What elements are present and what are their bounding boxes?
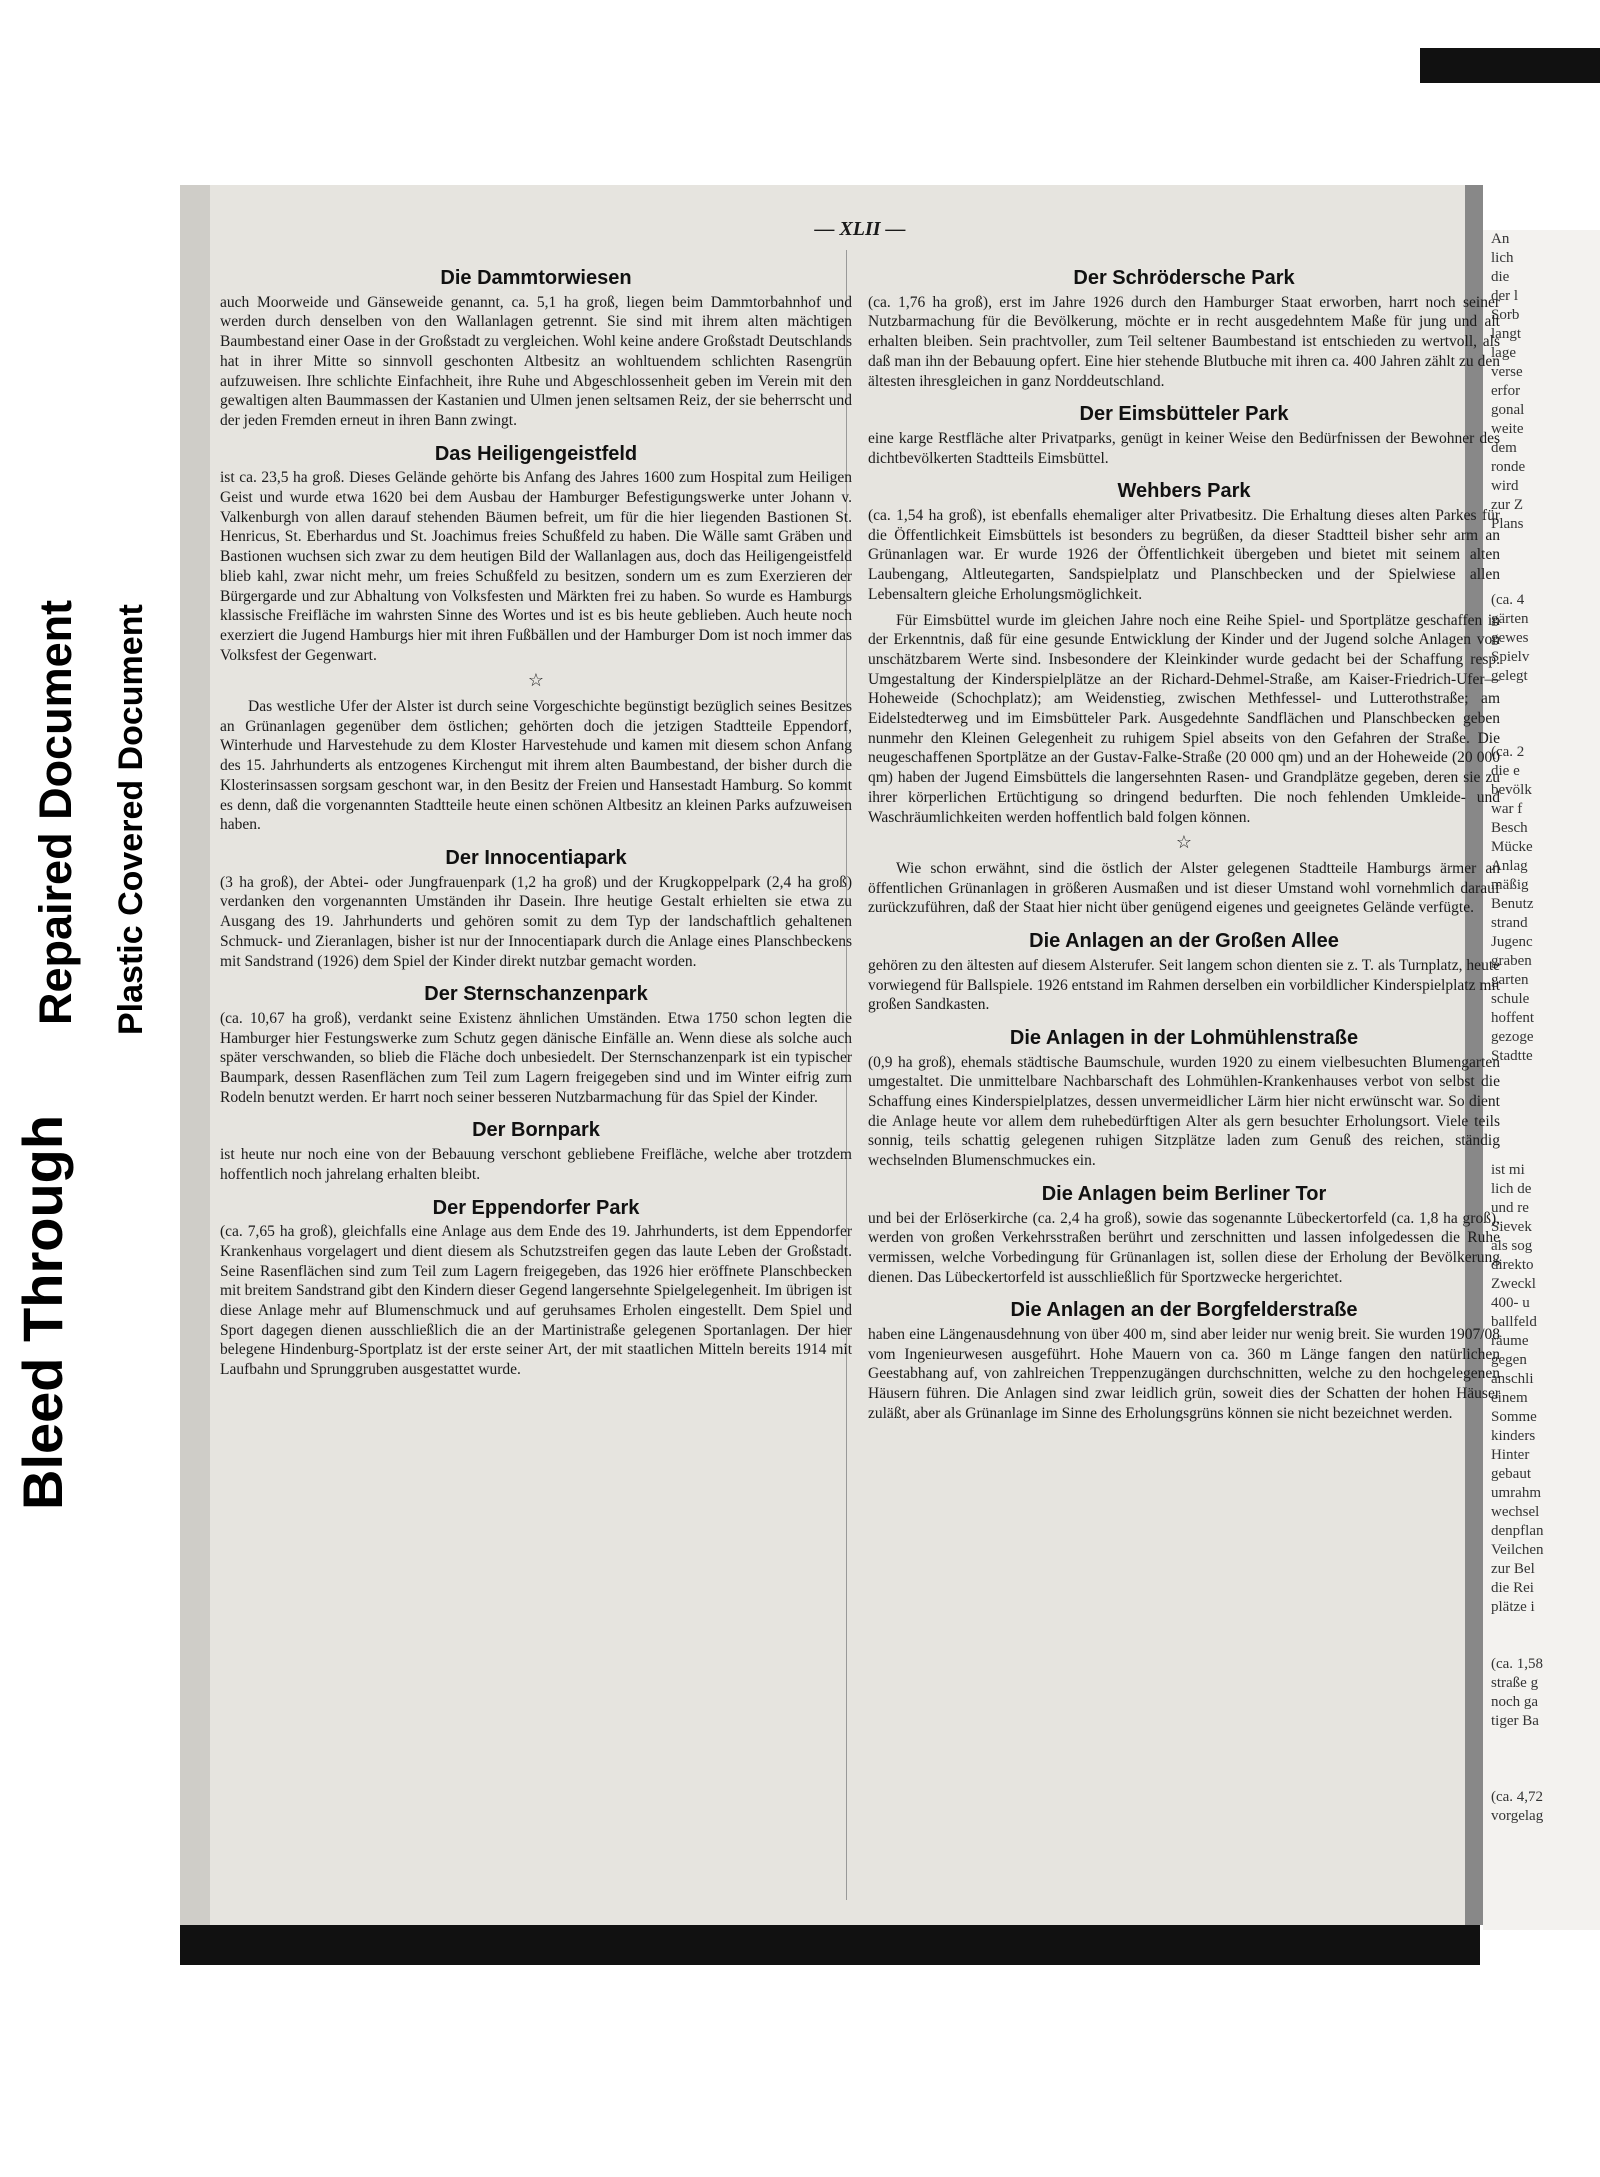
section-paragraph: (ca. 7,65 ha groß), gleichfalls eine Anlage aus dem Ende des 19. Jahrhunderts, ist dem Eppendorfer Krankenhaus vorgelagert und dient diesem als Schutzstreifen gegen das laute Leben der Großstadt. Seine Rasenflächen sind zum Teil zum Lagern freigegeben, das 1926 hier eröffnete Planschbecken mit breitem Sandstrand gibt den Kindern dieser Gegend langersehnte Spielgelegenheit. Im übrigen ist diese Anlage mehr auf Blumenschmuck und auf geruhsames Erholen eingestellt. Dem Spiel und Sport dagegen dienen ausschließlich die an der Martinistraße gelegenen Sportanlagen. Der hier belegene Hindenburg-Sportplatz ist der erste seiner Art, der mit staatlichen Mitteln bereits 1914 mit Laufbahn und Sprunggruben ausgestattet wurde. [220,1223,852,1379]
left-column [220,255,852,1386]
sidebar-labels [0,0,180,2177]
page-edge [180,185,210,1925]
section-title: Der Eppendorfer Park [432,1196,640,1219]
section-paragraph: Für Eimsbüttel wurde im gleichen Jahre noch eine Reihe Spiel- und Sportplätze geschaffen in der Erkenntnis, daß für eine gesunde Entwicklung der Kinder und der Jugend solche Anlagen von unschätzbarem Werte sind. Insbesondere der Kleinkinder wurde gedacht bei der Schaffung resp. Umgestaltung der Kinderspielplätze an der Richard-Dehmel-Straße, am Kaiser-Friedrich-Ufer—Hoheweide (Schochplatz); am Weidenstieg, zwischen Methfessel- und Lutterothstraße; am Eidelstedterweg und im Eimsbütteler Park. Ausgedehnte Sandflächen und Planschbecken geben nunmehr den Kleinen Gelegenheit zu ruhigem Spiel abseits von den Gefahren der Straße. Die neugeschaffenen Sportplätze an der Gustav-Falke-Straße (20 000 qm) und an der Hoheweide (20 000 qm) haben der Jugend Eimsbüttels die langersehnten Rasen- und Grandplätze gegeben, deren sie zu ihrer körperlichen Ertüchtigung so dringend bedurften. Die noch fehlenden Umkleide- und Waschräumlichkeiten werden hoffentlich bald folgen können. [868,611,1500,826]
section-paragraph: haben eine Längenausdehnung von über 400 m, sind aber leider nur wenig breit. Sie wurden 1907/08 vom Ingenieurwesen ausgeführt. Hohe Mauern von ca. 360 m Länge fangen den natürlichen Geestabhang auf, von zahlreichen Treppenzugängen durchschnitten, welche zu den hochgelegenen Häusern führen. Die Anlagen sind zwar leidlich grün, soweit dies der Schatten der hohen Häuser zuläßt, aber als Grünanlage im Sinne des Erholungsgrüns können sie nicht bezeichnet werden. [868,1326,1500,1422]
section-title: Der Schrödersche Park [1073,267,1295,289]
right-column [868,255,1500,1430]
section-title: Die Anlagen in der Lohmühlenstraße [1009,1026,1359,1049]
section-paragraph: auch Moorweide und Gänseweide genannt, ca. 5,1 ha groß, liegen beim Dammtorbahnhof und werden durch denselben von den Wallanlagen getrennt. Sie sind mit ihrem alten mächtigen Baumbestand einer Oase in der Großstadt zu vergleichen. Wohl keine andere Großstadt Deutschlands hat in ihrer Mitte so sinnvoll geschonten Altbesitz an wohltuendem schlichten Rasengrün aufzuweisen. Ihre schlichte Einfachheit, ihre Ruhe und Abgeschlossenheit geben im Verein mit den gewaltigen alten Baummassen der Kastanien und Ulmen jenen seltsamen Reiz, der sie beherrscht und der jeden Fremden erneut in ihren Bann zwingt. [220,293,852,429]
section-paragraph: (ca. 1,54 ha groß), ist ebenfalls ehemaliger alter Privatbesitz. Die Erhaltung dieses alten Parkes für die Öffentlichkeit Eimsbüttels ist besonders zu begrüßen, da dieser Stadtteil bisher sehr arm an Grünanlagen war. Er wurde 1926 der Öffentlichkeit übergeben und bietet mit seinem alten Laubengang, Altleutegarten, Sandspielplatz und Planschbecken und der Spielwiese allen Lebensaltern gleiche Erholungsmöglichkeit. [868,507,1500,603]
section-title: Wehbers Park [1117,480,1251,503]
section-title: Der Sternschanzenpark [424,983,648,1006]
section-title: Die Dammtorwiesen [440,267,632,289]
star-separator-icon: ☆ [1175,832,1193,853]
section-title: Die Anlagen beim Berliner Tor [1041,1182,1327,1205]
section-title: Der Innocentiapark [445,846,627,869]
section-paragraph: Das westliche Ufer der Alster ist durch seine Vorgeschichte begünstigt bezüglich seines Besitzes an Grünanlagen gegenüber dem östlichen; gehörten doch die jetzigen Stadtteile Eppendorf, Winterhude und Harvestehude zu dem Kloster Harvestehude und kamen mit diesem schon Anfang des 15. Jahrhunderts als entzogenes Kirchengut mit ihrem alten Baumbestand, der bisher durch die Klosterinsassen sorgsam geschont war, in den Besitz der Freien und Hansestadt Hamburg. So kommt es denn, daß die vorgenannten Stadtteile heute einen schönen Altbesitz an kleinen Parks aufzuweisen haben. [220,698,852,834]
section-paragraph: (ca. 10,67 ha groß), verdankt seine Existenz ähnlichen Umständen. Etwa 1750 schon legten die Hamburger hier Festungswerke zum Schutz gegen dänische Einfälle an. Wenn diese als solche auch später verschwanden, so blieb die Fläche doch unbesiedelt. Der Sternschanzenpark ist ein typischer Baumpark, dessen Rasenflächen zum Teil zum Lagern freigegeben sind und im Winter eifrig zum Rodeln benutzt werden. Er harrt noch seiner besseren Nutzbarmachung für das Spiel der Kinder. [220,1009,852,1106]
section-paragraph: ist ca. 23,5 ha groß. Dieses Gelände gehörte bis Anfang des Jahres 1600 zum Hospital zum Heiligen Geist und wurde etwa 1620 bei dem Ausbau der Hamburger Befestigungswerke unter Johann v. Valkenburgh von allen darauf stehenden Bäumen befreit, um für die hier liegenden Bastionen St. Henricus, St. Eberhardus und St. Joachimus freies Schußfeld zu haben. Die Wälle samt Gräben und Bastionen wuchsen sich zwar zu dem heutigen Bild der Wallanlagen aus, doch das Heiligengeistfeld blieb kahl, zwar nicht mehr, um freies Schußfeld zu besitzen, sondern um es zum Exerzieren der Bürgergarde und zur Abhaltung von Volksfesten und Märkten frei zu haben. So wurde es Hamburgs klassische Freifläche im wahrsten Sinne des Wortes und ist es bis heute geblieben. Auch heute noch exerziert die Jugend Hamburgs hier mit ihren Fußbällen und der Hamburger Dom ist noch immer das Volksfest der Gegenwart. [220,469,852,664]
next-page-text: An lich die der l Sorb langt lage verse erfor gonal weite dem ronde wird zur Z Plans (ca. 4 gärten gewes Spielv gelegt (ca. 2 die e bevölk war f Besch Mücke Anlag mäßig Benutz strand Jugenc graben garten schule hoffent gezoge Stadtte ist mi lich de und re Sievek als sog direkto Zweckl 400- u ballfeld räume gegen anschli einem Somme kinders Hinter gebaut umrahm wechsel denpflan Veilchen zur Bel die Rei plätze i (ca. 1,58 straße g noch ga tiger Ba (ca. 4,72 vorgelag [1491,231,1544,1824]
section-paragraph: eine karge Restfläche alter Privatparks, genügt in keiner Weise den Bedürfnissen der Bewohner des dichtbevölkerten Stadtteils Eimsbüttel. [868,429,1500,467]
label-plastic-covered-document: Plastic Covered Document [112,604,150,1035]
star-separator-icon: ☆ [527,670,545,691]
section-paragraph: ist heute nur noch eine von der Bebauung verschont gebliebene Freifläche, welche aber trotzdem hoffentlich noch jahrelang erhalten bleibt. [220,1146,852,1183]
scan-bottom-border [180,1925,1480,1965]
section-title: Das Heiligengeistfeld [434,442,638,465]
section-paragraph: Wie schon erwähnt, sind die östlich der Alster gelegenen Stadtteile Hamburgs ärmer an öffentlichen Grünanlagen in größeren Ausmaßen und ist dieser Umstand wohl vornehmlich darauf zurückzuführen, daß der Staat hier nicht über genügend eigenes und geeignetes Gelände verfügte. [868,859,1500,917]
section-title: Die Anlagen an der Borgfelderstraße [1010,1299,1358,1322]
section-title: Der Eimsbütteler Park [1079,403,1289,426]
section-paragraph: (3 ha groß), der Abtei- oder Jungfrauenpark (1,2 ha groß) und der Krugkoppelpark (2,4 ha groß) verdanken den vorgenannten Umständen ihr Dasein. Ihre heutige Gestalt erhielten sie etwa zu Ausgang des 19. Jahrhunderts und gehören somit zu dem Typ der landschaftlich gehaltenen Schmuck- und Zieranlagen, bisher ist nur der Innocentiapark durch die Anlage eines Planschbeckens mit Sandstrand (1926) dem Spiel der Kinder direkt nutzbar gemacht worden. [220,873,852,970]
section-paragraph: und bei der Erlöserkirche (ca. 2,4 ha groß), sowie das sogenannte Lübeckertorfeld (ca. 1,8 ha groß), werden von großen Verkehrsstraßen berührt und zerschnitten und lassen infolgedessen die Ruhe vermissen, welche Vorbedingung für Grünanlagen ist, sollen diese der Erholung der Bevölkerung dienen. Das Lübeckertorfeld ist ausschließlich für Sportzwecke hergerichtet. [868,1209,1500,1286]
label-repaired-document: Repaired Document [30,599,81,1025]
scan-black-bar [1420,48,1600,83]
section-title: Die Anlagen an der Großen Allee [1029,930,1339,953]
section-title: Der Bornpark [472,1119,600,1142]
section-paragraph: (0,9 ha groß), ehemals städtische Baumschule, wurden 1920 zu einem vielbesuchten Blumengarten umgestaltet. Die unmittelbare Nachbarschaft des Lohmühlen-Krankenhauses verbot von selbst die Schaffung eines Kinderspielplatzes, dessen unvermeidlicher Lärm hier nicht erwünscht war. So dient die Anlage heute vor allem dem ruhebedürftigen Alter als gern besuchter Erholungsort. Viele teils sonnig, teils schattig gelegenen ruhigen Sitzplätze laden zum Genuß des reichen, ständig wechselnden Blumenschmuckes ein. [868,1053,1500,1170]
section-paragraph: gehören zu den ältesten auf diesem Alsterufer. Seit langem schon dienten sie z. T. als Turnplatz, heute vorwiegend für Ballspiele. 1926 entstand im Rahmen derselben ein vorbildlicher Kinderspielplatz mit großen Sandkasten. [868,956,1500,1014]
section-paragraph: (ca. 1,76 ha groß), erst im Jahre 1926 durch den Hamburger Staat erworben, harrt noch seiner Nutzbarmachung für die Bevölkerung, möchte er in recht ausgedehntem Maße für jung und alt erhalten bleiben. Sein prachtvoller, zum Teil seltener Baumbestand ist entschieden zu wertvoll, als daß man ihn der Bebauung opfert. Eine hier stehende Blutbuche mit ihren ca. 400 Jahren zählt zu den ältesten ihresgleichen in ganz Norddeutschland. [868,293,1500,390]
page-number-header: — XLII — [814,218,906,240]
label-bleed-through: Bleed Through [11,1114,74,1510]
next-page-fragment [1483,230,1600,1930]
